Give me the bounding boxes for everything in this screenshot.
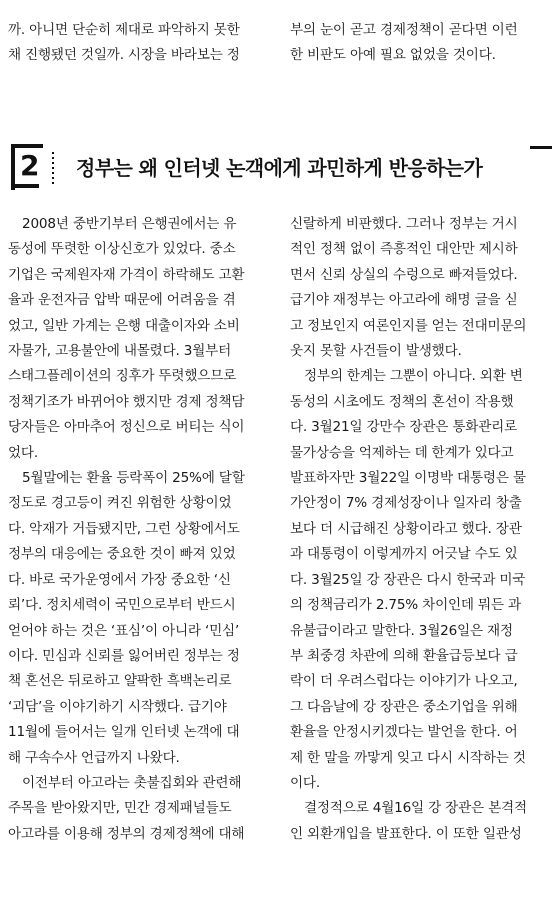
text-line: 락이 더 우려스럽다는 이야기가 나오고, [290, 673, 518, 690]
text-line: 정책기조가 바뀌어야 했지만 경제 정책담 [8, 393, 245, 410]
text-line: 부 최중경 차관에 의해 환율급등보다 급 [290, 647, 518, 664]
text-line: 한 비판도 아예 필요 없었을 것이다. [290, 47, 496, 64]
text-line: 해 구속수사 언급까지 나왔다. [8, 749, 180, 766]
text-line: 급기야 재정부는 아고라에 해명 글을 싣 [290, 292, 518, 309]
text-line: 다. 바로 국가운영에서 가장 중요한 ‘신 [8, 571, 231, 588]
top-right-column [290, 18, 552, 69]
text-line: 신랄하게 비판했다. 그러나 정부는 거시 [290, 216, 518, 232]
text-line: 이다. [290, 774, 320, 791]
text-line: 인 외환개입을 발표한다. 이 또한 일관성 [290, 825, 522, 842]
section-title: 정부는 왜 인터넷 논객에게 과민하게 반응하는가 [76, 156, 483, 180]
text-line: 채 진행됐던 것일까. 시장을 바라보는 정 [8, 47, 240, 64]
text-line: 2008년 중반기부터 은행권에서는 유 [22, 216, 237, 232]
text-line: 정부의 한계는 그뿐이 아니다. 외환 변 [304, 368, 523, 385]
section-rule [530, 146, 552, 149]
text-line: 까. 아니면 단순히 제대로 파악하지 못한 [8, 22, 240, 38]
section-number: 2 [20, 149, 40, 182]
text-line: 동성의 시초에도 정책의 혼선이 작용했 [290, 393, 514, 410]
text-line: 자물가, 고용불안에 내몰렸다. 3월부터 [8, 343, 232, 360]
section-divider [52, 152, 54, 184]
text-line: 책 혼선은 뒤로하고 얄팍한 흑백논리로 [8, 673, 232, 690]
text-line: 11월에 들어서는 일개 인터넷 논객에 대 [8, 724, 240, 741]
text-line: 주목을 받아왔지만, 민간 경제패널들도 [8, 800, 232, 817]
text-line: 환율을 안정시키겠다는 발언을 한다. 어 [290, 724, 518, 741]
text-line: ‘괴담’을 이야기하기 시작했다. 급기야 [8, 698, 227, 715]
text-line: 스태그플레이션의 징후가 뚜렷했으므로 [8, 368, 237, 385]
text-line: 웃지 못할 사건들이 발생했다. [290, 343, 462, 360]
text-line: 기업은 국제원자재 가격이 하락해도 고환 [8, 266, 245, 283]
text-line: 그 다음날에 강 장관은 중소기업을 위해 [290, 698, 518, 715]
text-line: 발표하자만 3월22일 이명박 대통령은 물 [290, 470, 526, 487]
text-line: 었고, 일반 가계는 은행 대출이자와 소비 [8, 317, 240, 334]
top-left-column [8, 18, 270, 69]
text-line: 가안정이 7% 경제성장이나 일자리 창출 [290, 495, 522, 512]
text-line: 이다. 민심과 신뢰를 잃어버린 정부는 정 [8, 647, 240, 664]
text-line: 정도로 경고등이 켜진 위험한 상황이었 [8, 495, 232, 512]
text-line: 당자들은 아마추어 정신으로 버티는 식이 [8, 419, 245, 436]
text-line: 물가상승을 억제하는 데 한계가 있다고 [290, 444, 514, 461]
text-line: 다. 3월21일 강만수 장관은 통화관리로 [290, 419, 517, 436]
text-line: 보다 더 시급해진 상황이라고 했다. 장관 [290, 520, 522, 537]
text-line: 정부의 대응에는 중요한 것이 빠져 있었 [8, 546, 236, 563]
text-line: 다. 3월25일 강 장관은 다시 한국과 미국 [290, 571, 526, 588]
text-line: 었다. [8, 444, 38, 461]
section-header [0, 140, 560, 196]
text-line: 과 대통령이 이렇게까지 어긋날 수도 있 [290, 546, 518, 563]
text-line: 동성에 뚜렷한 이상신호가 있었다. 중소 [8, 241, 236, 258]
text-line: 아고라를 이용해 정부의 경제정책에 대해 [8, 825, 245, 842]
right-column [290, 212, 552, 847]
text-line: 면서 신뢰 상실의 수렁으로 빠져들었다. [290, 266, 518, 283]
text-line: 제 한 말을 까맣게 잊고 다시 시작하는 것 [290, 749, 526, 766]
text-line: 적인 정책 없이 즉흥적인 대안만 제시하 [290, 241, 518, 258]
left-column [8, 212, 270, 847]
text-line: 5월말에는 환율 등락폭이 25%에 달할 [22, 470, 245, 487]
text-line: 뢰’다. 정치세력이 국민으로부터 반드시 [8, 597, 236, 614]
text-line: 얻어야 하는 것은 ‘표심’이 아니라 ‘민심’ [8, 622, 240, 639]
text-line: 부의 눈이 곧고 경제정책이 곧다면 이런 [290, 22, 518, 38]
text-line: 율과 운전자금 압박 때문에 어려움을 겪 [8, 292, 236, 309]
text-line: 결정적으로 4월16일 강 장관은 본격적 [304, 800, 527, 817]
text-line: 이전부터 아고라는 촛불집회와 관련해 [22, 774, 242, 791]
text-line: 다. 악재가 거듭됐지만, 그런 상황에서도 [8, 520, 240, 537]
text-line: 고 정보인지 여론인지를 얻는 전대미문의 [290, 317, 527, 334]
text-line: 유불급이라고 말한다. 3월26일은 재정 [290, 622, 513, 639]
text-line: 의 정책금리가 2.75% 차이인데 뭐든 과 [290, 597, 521, 614]
